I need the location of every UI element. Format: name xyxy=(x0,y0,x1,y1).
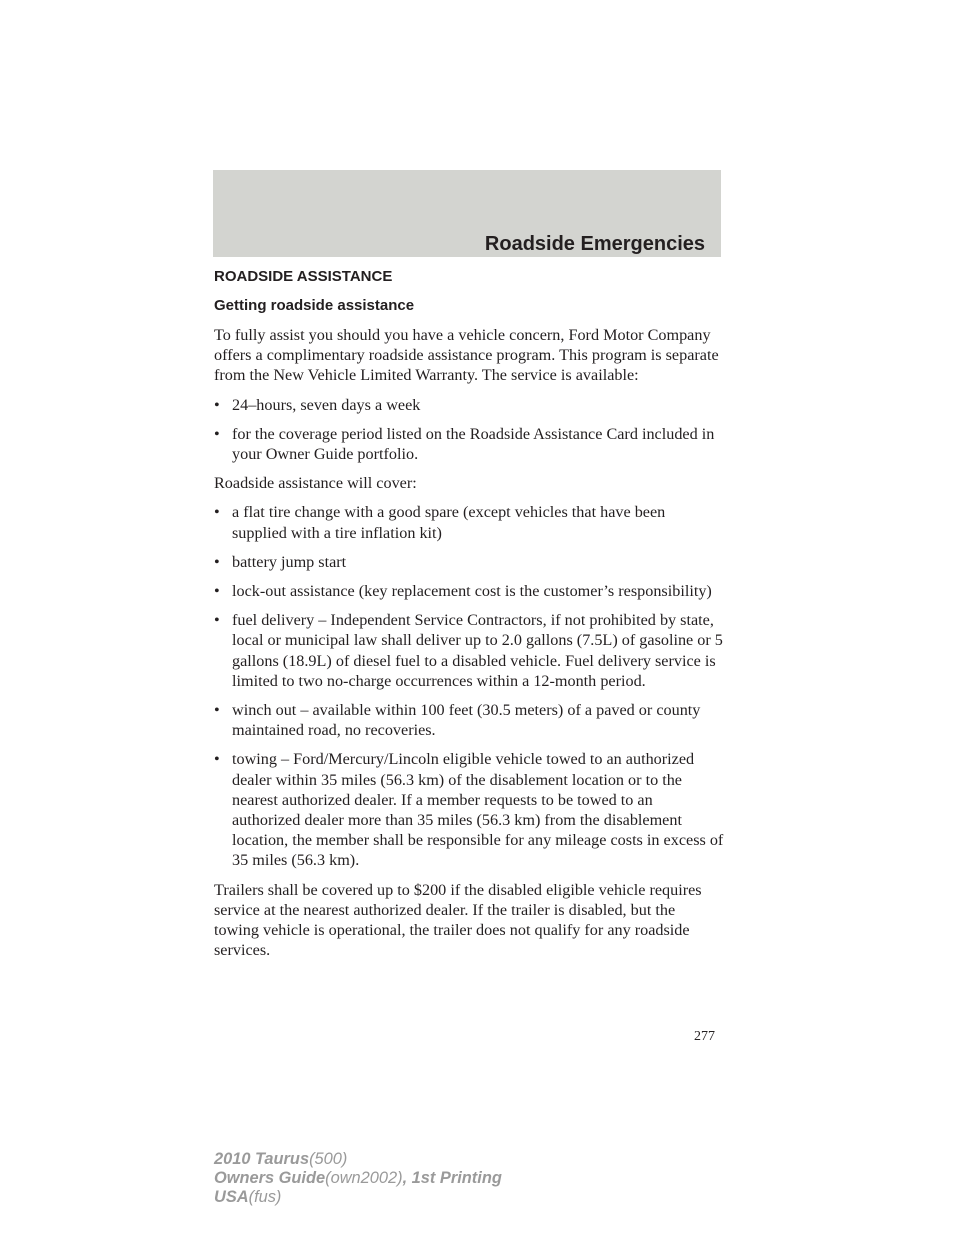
bullet-icon: • xyxy=(214,701,220,720)
section-heading: ROADSIDE ASSISTANCE xyxy=(214,268,393,285)
list-item: • fuel delivery – Independent Service Contractors, if not prohibited by state, local or municipal law shall deliver up to 2.0 gallons (7.5L) of gasoline or 5 gallons (18.9L) of diesel fuel to a disabled vehicle. Fuel delivery service is limited to two no-charge occurrences within a 12-month period. xyxy=(214,611,723,690)
bullet-icon: • xyxy=(214,552,220,571)
page-number: 277 xyxy=(694,1029,715,1044)
availability-list xyxy=(214,395,724,465)
trailers-paragraph: Trailers shall be covered up to $200 if the disabled eligible vehicle requires service at the nearest authorized dealer. If the trailer is disabled, but the towing vehicle is operational, the trailer does not qualify for any roadside services. xyxy=(214,880,702,960)
bullet-icon: • xyxy=(214,503,220,522)
bullet-icon: • xyxy=(214,750,220,769)
list-item: • a flat tire change with a good spare (except vehicles that have been supplied with a tire inflation kit) xyxy=(214,503,666,542)
footer-line-model: 2010 Taurus(500) xyxy=(214,1150,348,1168)
list-item: • winch out – available within 100 feet (30.5 meters) of a paved or county maintained road, no recoveries. xyxy=(214,701,701,740)
coverage-intro: Roadside assistance will cover: xyxy=(214,474,417,493)
list-item: • battery jump start xyxy=(214,552,347,571)
bullet-icon: • xyxy=(214,424,220,443)
intro-paragraph: To fully assist you should you have a vehicle concern, Ford Motor Company offers a complimentary roadside assistance program. This program is separate from the New Vehicle Limited Warranty. The service is available: xyxy=(214,326,719,385)
page-content xyxy=(214,267,724,969)
list-item: • for the coverage period listed on the Roadside Assistance Card included in your Owner Guide portfolio. xyxy=(214,424,715,464)
sub-heading: Getting roadside assistance xyxy=(214,297,415,314)
coverage-list xyxy=(214,502,724,870)
bullet-icon: • xyxy=(214,582,220,601)
list-item: • towing – Ford/Mercury/Lincoln eligible vehicle towed to an authorized dealer within 35 miles (56.3 km) of the disablement location or to the nearest authorized dealer. If a member requests to be towed to an authorized dealer more than 35 miles (56.3 km) from the disablement location, the member shall be responsible for any mileage costs in excess of 35 miles (56.3 km). xyxy=(214,750,724,870)
bullet-icon: • xyxy=(214,395,220,414)
footer-line-region: USA(fus) xyxy=(214,1188,282,1206)
bullet-icon: • xyxy=(214,611,220,630)
print-footer xyxy=(214,1150,502,1207)
footer-line-guide: Owners Guide(own2002), 1st Printing xyxy=(214,1169,502,1187)
list-item: • lock-out assistance (key replacement cost is the customer’s responsibility) xyxy=(214,582,712,601)
chapter-header-band xyxy=(213,170,721,257)
list-item: • 24–hours, seven days a week xyxy=(214,395,421,414)
chapter-title: Roadside Emergencies xyxy=(484,233,705,255)
